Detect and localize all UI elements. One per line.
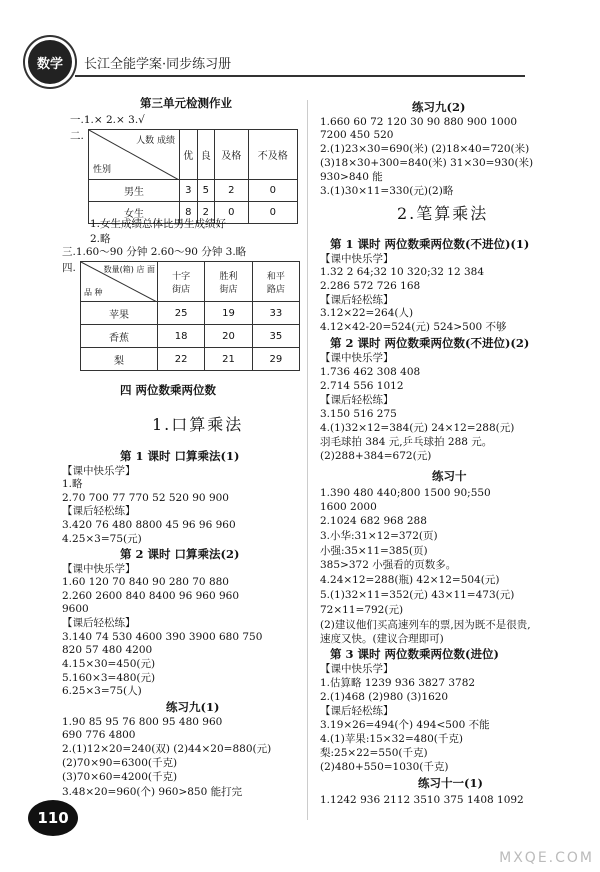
subject-badge: 数学	[28, 40, 72, 84]
answer-line: 2.260 2600 840 8400 96 960 960	[62, 590, 240, 602]
table-cell: 22	[158, 348, 205, 371]
answer-line: 2.714 556 1012	[320, 380, 404, 392]
part1-title: 1.口算乘法	[152, 415, 244, 434]
page-number: 110	[28, 800, 78, 836]
answer-line: 1.90 85 95 76 800 95 480 960	[62, 716, 223, 728]
answer-line: (2)288+384=672(元)	[320, 450, 432, 462]
watermark: MXQE.COM	[499, 850, 594, 866]
table-cell: 35	[252, 325, 299, 348]
row-label: 苹果	[81, 302, 158, 325]
answer-line: 2.(1)23×30=690(米) (2)18×40=720(米)	[320, 143, 530, 155]
answer-line: 6.25×3=75(人)	[62, 685, 142, 697]
section-label: 【课后轻松练】	[62, 505, 136, 517]
exercise-title: 练习九(2)	[412, 100, 466, 114]
table-row	[81, 325, 300, 348]
answer-line: 一.1.× 2.× 3.√	[70, 114, 145, 126]
answer-line: 4.(1)32×12=384(元) 24×12=288(元)	[320, 422, 515, 434]
table-cell: 20	[205, 325, 252, 348]
answer-line: 二.	[70, 130, 84, 142]
lesson-title: 第 2 课时 口算乘法(2)	[120, 547, 240, 561]
answer-line: 2.(1)12×20=240(双) (2)44×20=880(元)	[62, 743, 272, 755]
answer-line: 2.70 700 77 770 52 520 90 900	[62, 492, 229, 504]
answer-line: 72×11=792(元)	[320, 604, 404, 616]
table-cell: 3	[180, 180, 198, 202]
answer-line: 1.60 120 70 840 90 280 70 880	[62, 576, 229, 588]
answer-line: 3.140 74 530 4600 390 3900 680 750	[62, 631, 263, 643]
diag-bottom-label: 品 种	[84, 288, 103, 297]
answer-line: 5.(1)32×11=352(元) 43×11=473(元)	[320, 589, 515, 601]
answer-line: 羽毛球拍 384 元,乒乓球拍 288 元。	[320, 436, 493, 448]
table-cell: 21	[205, 348, 252, 371]
answer-line: 2.1024 682 968 288	[320, 515, 427, 527]
answer-line: 9600	[62, 603, 89, 615]
section-label: 【课后轻松练】	[320, 294, 394, 306]
answer-line: 2.286 572 726 168	[320, 280, 421, 292]
header-rule	[75, 75, 525, 77]
answer-line: 4.12×42-20=524(元) 524>500 不够	[320, 321, 507, 333]
answer-line: 3.150 516 275	[320, 408, 397, 420]
exercise-title: 练习十	[432, 469, 467, 483]
answer-line: 385>372 小强看的页数多。	[320, 559, 457, 571]
answer-line: 四.	[62, 262, 76, 274]
table-cell: 18	[158, 325, 205, 348]
answer-line: 1.736 462 308 408	[320, 366, 421, 378]
row-label: 梨	[81, 348, 158, 371]
table-header: 和平 路店	[252, 262, 299, 302]
table-header: 良	[197, 130, 215, 180]
answer-line: 速度又快。(建议合理即可)	[320, 633, 444, 645]
section-label: 【课中快乐学】	[320, 253, 394, 265]
table-header: 十字 街店	[158, 262, 205, 302]
table-header: 优	[180, 130, 198, 180]
answer-line: 4.(1)苹果:15×32=480(千克)	[320, 733, 463, 745]
table-row	[81, 348, 300, 371]
table-cell: 8	[180, 202, 198, 224]
answer-line: 820 57 480 4200	[62, 644, 153, 656]
answer-line: 7200 450 520	[320, 129, 394, 141]
answer-line: 3.(1)30×11=330(元)(2)略	[320, 185, 454, 197]
answer-line: 930>840 能	[320, 171, 383, 183]
lesson-title: 第 3 课时 两位数乘两位数(进位)	[330, 647, 499, 661]
section-label: 【课中快乐学】	[320, 663, 394, 675]
table-cell: 0	[248, 202, 297, 224]
table-header: 不及格	[248, 130, 297, 180]
table-row	[81, 302, 300, 325]
row-label: 男生	[89, 180, 180, 202]
answer-line: 3.420 76 480 8800 45 96 96 960	[62, 519, 236, 531]
answer-line: 3.48×20=960(个) 960>850 能打完	[62, 786, 243, 798]
exercise-title: 练习九(1)	[166, 700, 220, 714]
table-header: 胜利 街店	[205, 262, 252, 302]
answer-line: 690 776 4800	[62, 729, 136, 741]
lesson-title: 第 1 课时 两位数乘两位数(不进位)(1)	[330, 237, 530, 251]
lesson-title: 第 1 课时 口算乘法(1)	[120, 449, 240, 463]
answer-line: 1.略	[62, 478, 83, 490]
section-label: 【课中快乐学】	[62, 465, 136, 477]
answer-line: 1.660 60 72 120 30 90 880 900 1000	[320, 116, 518, 128]
sales-table	[80, 261, 300, 371]
row-label: 香蕉	[81, 325, 158, 348]
answer-line: (2)建议他们买高速列车的票,因为既不是很贵,	[320, 619, 531, 631]
column-divider	[307, 100, 308, 820]
answer-line: 4.25×3=75(元)	[62, 533, 142, 545]
section-label: 【课后轻松练】	[62, 617, 136, 629]
answer-line: (2)480+550=1030(千克)	[320, 761, 449, 773]
table-cell: 0	[248, 180, 297, 202]
table-cell: 0	[215, 202, 248, 224]
answer-line: 1.女生成绩总体比男生成绩好	[90, 218, 227, 230]
answer-line: 2.(1)468 (2)980 (3)1620	[320, 691, 449, 703]
answer-line: 4.15×30=450(元)	[62, 658, 156, 670]
answer-line: 5.160×3=480(元)	[62, 672, 156, 684]
answer-line: 1.32 2 64;32 10 320;32 12 384	[320, 266, 485, 278]
answer-line: (3)70×60=4200(千克)	[62, 771, 178, 783]
unit4-title: 四 两位数乘两位数	[120, 383, 217, 397]
table-cell: 29	[252, 348, 299, 371]
table-cell: 33	[252, 302, 299, 325]
answer-line: 1.1242 936 2112 3510 375 1408 1092	[320, 794, 524, 806]
diag-top-label: 人数 成绩	[136, 136, 175, 146]
lesson-title: 第 2 课时 两位数乘两位数(不进位)(2)	[330, 336, 530, 350]
section-label: 【课中快乐学】	[62, 563, 136, 575]
part2-title: 2.笔算乘法	[397, 204, 489, 223]
table-diagonal-header	[81, 262, 158, 302]
answer-line: (2)70×90=6300(千克)	[62, 757, 178, 769]
answer-line: 3.小华:31×12=372(页)	[320, 530, 438, 542]
exercise-title: 练习十一(1)	[418, 776, 483, 790]
answer-line: 3.12×22=264(人)	[320, 307, 414, 319]
answer-line: 4.24×12=288(瓶) 42×12=504(元)	[320, 574, 500, 586]
unit3-title: 第三单元检测作业	[140, 96, 232, 110]
table-header: 及格	[215, 130, 248, 180]
diag-bottom-label: 性别	[93, 165, 112, 175]
table-row	[89, 180, 298, 202]
table-cell: 25	[158, 302, 205, 325]
book-title: 长江全能学案·同步练习册	[84, 57, 232, 72]
answer-line: (3)18×30+300=840(米) 31×30=930(米)	[320, 157, 534, 169]
table-diagonal-header	[89, 130, 180, 180]
answer-line: 小强:35×11=385(页)	[320, 545, 428, 557]
answer-line: 三.1.60～90 分钟 2.60～90 分钟 3.略	[62, 246, 247, 258]
section-label: 【课中快乐学】	[320, 352, 394, 364]
answer-line: 1.390 480 440;800 1500 90;550	[320, 487, 491, 499]
table-cell: 2	[215, 180, 248, 202]
answer-line: 1600 2000	[320, 501, 377, 513]
section-label: 【课后轻松练】	[320, 394, 394, 406]
answer-line: 3.19×26=494(个) 494<500 不能	[320, 719, 490, 731]
table-cell: 5	[197, 180, 215, 202]
table-cell: 19	[205, 302, 252, 325]
answer-line: 梨:25×22=550(千克)	[320, 747, 428, 759]
diag-top-label: 数量(箱) 店 面	[103, 265, 155, 274]
row-label: 女生	[89, 202, 180, 224]
answer-line: 2.略	[90, 233, 111, 245]
section-label: 【课后轻松练】	[320, 705, 394, 717]
table-cell: 2	[197, 202, 215, 224]
grade-table	[88, 129, 298, 224]
answer-line: 1.估算略 1239 936 3827 3782	[320, 677, 476, 689]
